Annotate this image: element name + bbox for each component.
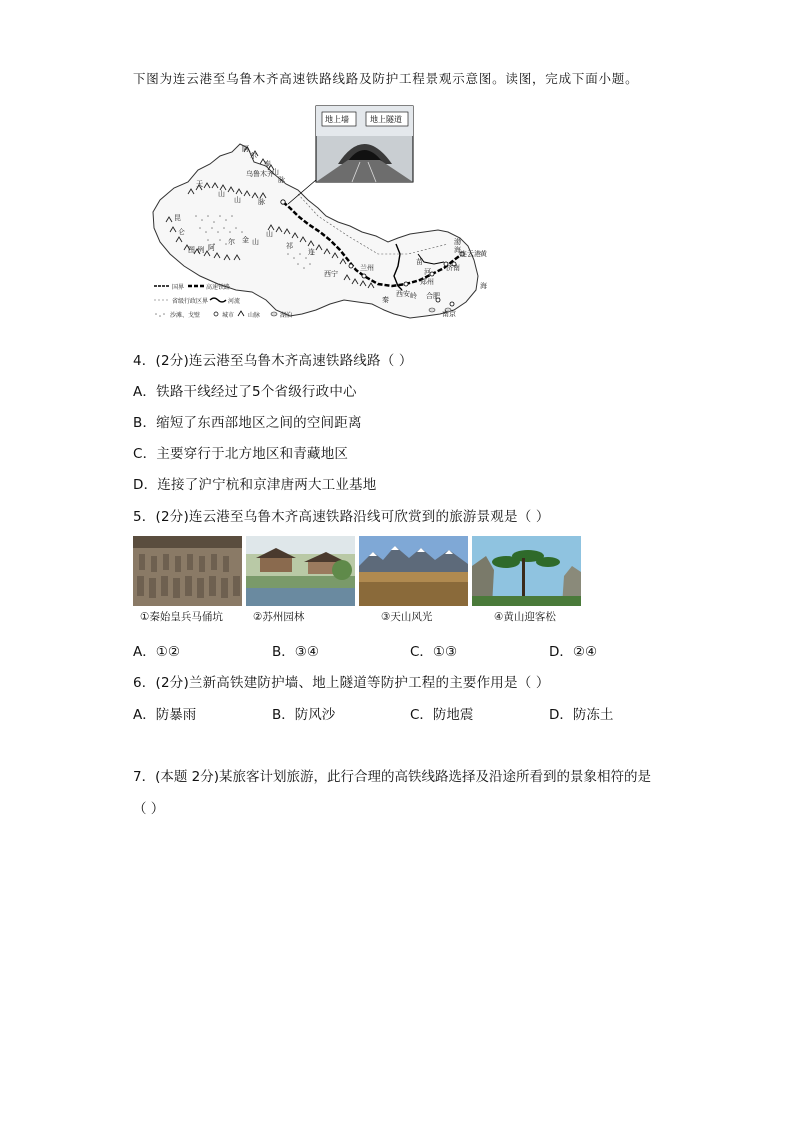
legend-mountain: 山脉 bbox=[248, 312, 261, 319]
label-bohai2: 海 bbox=[454, 246, 461, 254]
q6-option-b[interactable]: B．防风沙 bbox=[272, 707, 336, 723]
label-e5: 山 bbox=[266, 230, 273, 238]
legend-railway: 高速铁路 bbox=[206, 284, 231, 291]
intro-text: 下图为连云港至乌鲁木齐高速铁路线路及防护工程景观示意图。读图，完成下面小题。 bbox=[133, 71, 639, 86]
label-lianyungang: 连云港 bbox=[460, 250, 481, 258]
inset-label-wall: 地上墙 bbox=[325, 115, 349, 124]
q6-option-d[interactable]: D．防冻土 bbox=[549, 707, 614, 723]
q5-option-d[interactable]: D．②④ bbox=[549, 644, 598, 660]
legend-desert: 沙滩、戈壁 bbox=[170, 312, 201, 319]
q4-option-c[interactable]: C．主要穿行于北方地区和青藏地区 bbox=[133, 446, 349, 462]
caption-2: ②苏州园林 bbox=[253, 611, 305, 623]
photo-huangshan-pine bbox=[472, 536, 581, 606]
label-e3: 金 bbox=[242, 236, 249, 244]
q4-option-b[interactable]: B．缩短了东西部地区之间的空间距离 bbox=[133, 415, 362, 431]
label-huang1: 苗 bbox=[416, 258, 423, 266]
legend-lake: 湖泊 bbox=[280, 312, 293, 319]
label-q2: 连 bbox=[308, 248, 315, 256]
photo-suzhou-garden bbox=[246, 536, 355, 606]
q6-option-a[interactable]: A．防暴雨 bbox=[133, 707, 197, 723]
q7-stem-line2: （ ） bbox=[133, 801, 165, 817]
label-t1: 天 bbox=[196, 180, 203, 188]
q6-option-c[interactable]: C．防地震 bbox=[410, 707, 474, 723]
q5-option-c[interactable]: C．①③ bbox=[410, 644, 458, 660]
caption-4: ④黄山迎客松 bbox=[494, 611, 556, 623]
caption-3: ③天山风光 bbox=[381, 611, 433, 623]
label-e1: 阿 bbox=[208, 244, 215, 252]
legend-national-border: 国界 bbox=[172, 284, 185, 291]
photo-tianshan bbox=[359, 536, 468, 606]
label-t3: 山 bbox=[234, 196, 241, 204]
legend-river: 河流 bbox=[228, 298, 241, 305]
label-a5: 脉 bbox=[278, 176, 285, 184]
label-t2: 山 bbox=[218, 190, 225, 198]
label-qinling2: 岭 bbox=[410, 292, 417, 300]
label-k1: 昆 bbox=[174, 214, 181, 222]
label-a2: 尔 bbox=[250, 152, 257, 160]
label-hefei: 合肥 bbox=[426, 292, 440, 300]
q4-option-d[interactable]: D．连接了沪宁杭和京津唐两大工业基地 bbox=[133, 477, 377, 493]
label-q1: 祁 bbox=[286, 242, 293, 250]
legend-title: 图 例 bbox=[188, 246, 205, 254]
q4-stem: 4．(2分)连云港至乌鲁木齐高速铁路线路（ ） bbox=[133, 353, 413, 369]
label-e2: 尔 bbox=[228, 238, 235, 246]
legend-province: 省级行政区界 bbox=[172, 298, 209, 305]
q6-stem: 6．(2分)兰新高铁建防护墙、地上隧道等防护工程的主要作用是（ ） bbox=[133, 675, 550, 691]
label-a4: 山 bbox=[272, 168, 279, 176]
label-e4: 山 bbox=[252, 238, 259, 246]
label-t4: 脉 bbox=[258, 198, 265, 206]
label-lanzhou: 兰州 bbox=[360, 264, 374, 272]
railway-map bbox=[148, 104, 493, 329]
q5-stem: 5．(2分)连云港至乌鲁木齐高速铁路沿线可欣赏到的旅游景观是（ ） bbox=[133, 509, 550, 525]
label-xian: 西安 bbox=[396, 290, 410, 298]
label-huanghai2: 海 bbox=[480, 282, 487, 290]
label-he: 河 bbox=[424, 268, 431, 276]
label-zhengzhou: 郑州 bbox=[420, 278, 434, 286]
label-a1: 阿 bbox=[242, 145, 249, 153]
photo-terracotta bbox=[133, 536, 242, 606]
label-nanjing: 南京 bbox=[442, 310, 456, 318]
q5-option-b[interactable]: B．③④ bbox=[272, 644, 319, 660]
legend-city: 城市 bbox=[222, 312, 235, 319]
label-a3: 泰 bbox=[264, 160, 271, 168]
q4-option-a[interactable]: A．铁路干线经过了5个省级行政中心 bbox=[133, 384, 357, 400]
label-k2: 仑 bbox=[178, 228, 185, 236]
q7-stem-line1: 7．(本题 2分)某旅客计划旅游，此行合理的高铁线路选择及沿途所看到的景象相符的是 bbox=[133, 769, 652, 785]
label-qinling1: 秦 bbox=[382, 296, 389, 304]
label-huanghai1: 黄 bbox=[480, 250, 487, 258]
tunnel-inset-photo bbox=[288, 106, 413, 204]
q5-option-a[interactable]: A．①② bbox=[133, 644, 180, 660]
caption-1: ①秦始皇兵马俑坑 bbox=[140, 611, 223, 623]
label-xining: 西宁 bbox=[324, 270, 338, 278]
inset-label-tunnel: 地上隧道 bbox=[370, 115, 402, 124]
label-urumqi: 乌鲁木齐 bbox=[246, 170, 274, 178]
map-svg bbox=[148, 104, 493, 329]
label-jinan: 济南 bbox=[446, 264, 460, 272]
label-bohai1: 渤 bbox=[454, 238, 461, 246]
